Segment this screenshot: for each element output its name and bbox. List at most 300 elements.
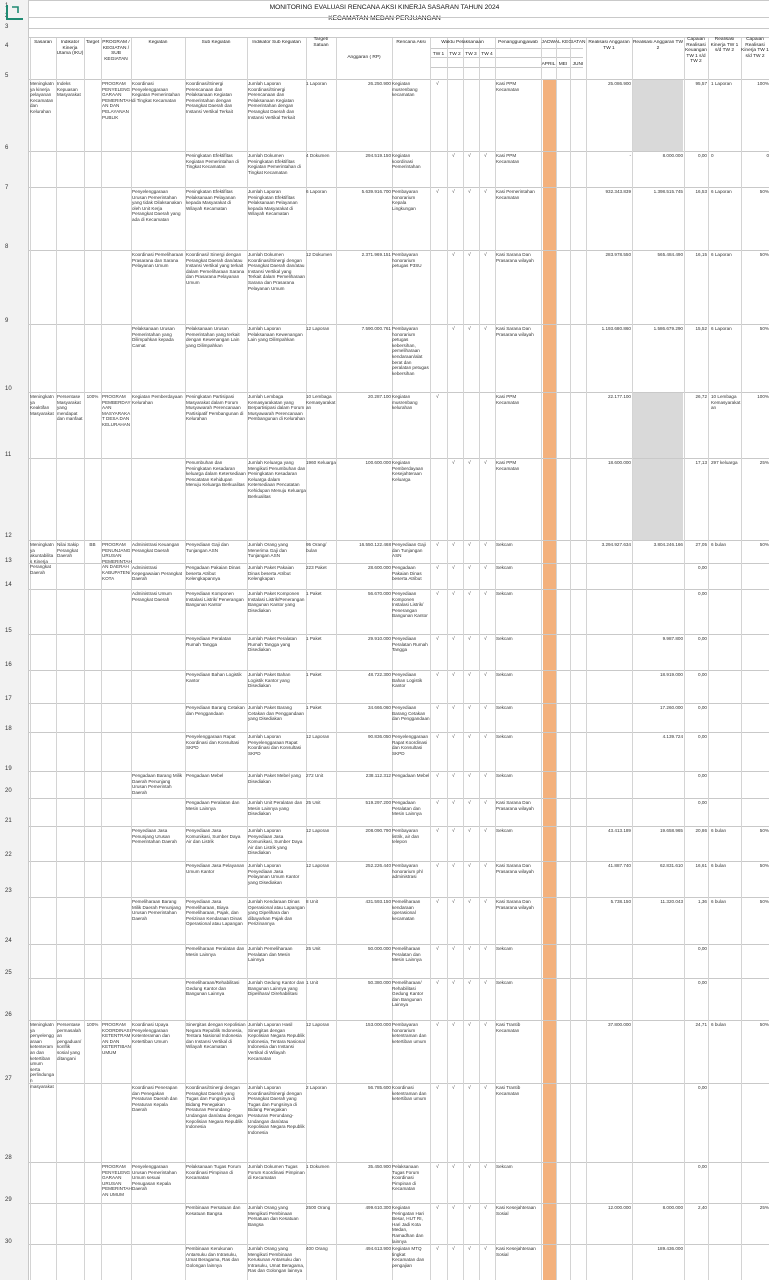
cell-ind: Jumlah Unit Peralatan dan Mesin Lainnya yang Disediakan <box>248 800 303 817</box>
cell-ck: 0 <box>766 153 769 158</box>
check-mark-icon: √ <box>484 773 487 779</box>
check-mark-icon: √ <box>452 734 455 740</box>
cell-kegiatan: Pemeliharaan Barang Milik Daerah Penunjang Urusan Pemerintahan Daerah <box>132 899 181 921</box>
check-mark-icon: √ <box>484 636 487 642</box>
cell-tsat: 12 Laporan <box>306 863 330 868</box>
check-mark-icon: √ <box>468 946 471 952</box>
header-kegiatan: Kegiatan <box>148 40 168 45</box>
cell-sub: Penyediaan Jasa Komunikasi, Sumber Daya Air dan Listrik <box>186 828 241 845</box>
cell-rk: 6 Laporan <box>711 326 732 331</box>
cell-rt2: 1.398.515.745 <box>653 189 683 194</box>
check-mark-icon: √ <box>436 542 439 548</box>
cell-ind: Jumlah Orang yang Mengikuti Pembinaan Persatuan dan Kesatuan Bangsa <box>248 1205 299 1227</box>
row-gridline <box>28 634 769 635</box>
cell-angg: 35.450.900 <box>368 1164 391 1169</box>
cell-sub: Penyediaan Komponen Instalasi Listrik/ Penerangan Bangunan Kantor <box>186 591 244 608</box>
header-sasaran: Sasaran <box>34 40 52 45</box>
check-mark-icon: √ <box>468 542 471 548</box>
check-mark-icon: √ <box>484 705 487 711</box>
row-number[interactable]: 5 <box>5 73 9 79</box>
cell-program: PROGRAM PENUNJANG URUSAN PEMERINTAHAN DAERAH KABUPATEN/KOTA <box>102 542 132 581</box>
cell-tsat: 1 Paket <box>306 672 322 677</box>
check-mark-icon: √ <box>452 980 455 986</box>
cell-pj: Sekcam <box>496 773 513 778</box>
cell-angg: 26.250.900 <box>368 81 391 86</box>
row-number[interactable]: 11 <box>5 452 12 458</box>
cell-angg: 90.836.050 <box>368 734 391 739</box>
cell-tsat: 1 Dokumen <box>306 1164 330 1169</box>
cell-rk: 6 bulan <box>711 828 727 833</box>
header-target: Target <box>85 40 100 45</box>
check-mark-icon: √ <box>452 672 455 678</box>
cell-ind: Jumlah Dokumen Koordinasi/Sinergi dengan Perangkat Daerah dan/atau Instansi Vertikal yang Terkait dalam Pemeliharaan Sarana dan Prasarana Pelayanan Umum <box>248 252 305 291</box>
row-gridline <box>28 151 769 152</box>
row-number[interactable]: 10 <box>5 386 12 392</box>
cell-ind: Jumlah Laporan Penyediaan Jasa Komunikasi, Sumber Daya Air dan Listrik yang Disediakan <box>248 828 303 856</box>
check-mark-icon: √ <box>468 1164 471 1170</box>
row-number[interactable]: 16 <box>5 662 12 668</box>
header-tw2: TW 2 <box>449 52 461 57</box>
check-mark-icon: √ <box>452 591 455 597</box>
cell-rk: 10 Lembaga Kemasyarakatan <box>711 394 741 411</box>
cell-tsat: 223 Paket <box>306 565 327 570</box>
row-number[interactable]: 7 <box>5 185 9 191</box>
cell-kegiatan: Administrasi Kepegawaian Perangkat Daerah <box>132 565 183 582</box>
cell-sub: Penyediaan Peralatan Rumah Tangga <box>186 636 232 647</box>
cell-ind: Jumlah Laporan Koordinasi/Sinergi Perencanaan dan Pelaksanaan Kegiatan Pemerintahan dengan Perangkat Daerah dan Instansi Vertikal Terkait <box>248 81 295 120</box>
cell-iku: Persentase permasalahan pengaduan/konflik sosial yang ditangani <box>57 1022 82 1061</box>
cell-rk: 297 keluarga <box>711 460 738 465</box>
check-mark-icon: √ <box>436 672 439 678</box>
header-mei: MEI <box>558 62 568 67</box>
check-mark-icon: √ <box>436 591 439 597</box>
row-gridline <box>28 978 769 979</box>
cell-sub: Penyelenggaraan Rapat Koordinasi dan Konsultasi SKPD <box>186 734 240 751</box>
check-mark-icon: √ <box>468 460 471 466</box>
cell-ind: Jumlah Paket Bahan Logistik Kantor yang Disediakan <box>248 672 291 689</box>
cell-cap: 16,53 <box>695 189 707 194</box>
check-mark-icon: √ <box>452 800 455 806</box>
cell-rk: 6 bulan <box>711 542 727 547</box>
cell-rk: 1 Laporan <box>711 81 732 86</box>
cell-angg: 34.666.060 <box>368 705 391 710</box>
cell-tsat: 400 Orang <box>306 1246 328 1251</box>
cell-pj: Kasi Sarana Dan Prasarana wilayah <box>496 863 534 874</box>
check-mark-icon: √ <box>436 81 439 87</box>
check-mark-icon: √ <box>484 252 487 258</box>
cell-ck: 50% <box>759 252 769 257</box>
cell-angg: 28.600.000 <box>368 565 391 570</box>
check-mark-icon: √ <box>452 326 455 332</box>
column-gridline <box>708 38 709 1280</box>
cell-aksi: Kegiatan koordinasi Pemerintahan <box>392 153 421 170</box>
row-number[interactable]: 21 <box>5 818 12 824</box>
cell-ind: Jumlah Paket Mebel yang Disediakan <box>248 773 301 784</box>
cell-aksi: Pembayaran honorarium ketentraman dan ketertiban umum <box>392 1022 427 1044</box>
check-mark-icon: √ <box>484 734 487 740</box>
cell-ind: Jumlah Laporan Pelaksanaan Kewenangan Lain yang Dilimpahkan <box>248 326 303 343</box>
cell-ck: 100% <box>757 81 769 86</box>
row-number[interactable]: 4 <box>5 43 9 49</box>
row-number[interactable]: 8 <box>5 244 9 250</box>
header-indikator-sub: Indikator Sub Kegiatan <box>252 40 301 45</box>
cell-cap: 0,00 <box>698 591 707 596</box>
cell-aksi: Pembayaran honorarium Kepala Lingkungan <box>392 189 419 211</box>
cell-rt1: 5.738.150 <box>610 899 631 904</box>
cell-cap: 15,52 <box>695 326 707 331</box>
cell-angg: 208.090.790 <box>365 828 391 833</box>
cell-angg: 2.371.969.151 <box>361 252 391 257</box>
row-number[interactable]: 30 <box>5 1239 12 1245</box>
row-number[interactable]: 1 <box>5 3 9 9</box>
row-number[interactable]: 14 <box>5 582 12 588</box>
check-mark-icon: √ <box>484 326 487 332</box>
check-mark-icon: √ <box>484 565 487 571</box>
cell-ind: Jumlah Laporan Koordinasi/Sinergi dengan Perangkat Daerah yang Tugas dan Fungsinya di Bidang Penegakan Peraturan Perundang-Undangan dan/atau Kepolisian Negara Republik Indonesia <box>248 1085 305 1135</box>
cell-angg: 100.600.000 <box>365 460 391 465</box>
check-mark-icon: √ <box>436 946 439 952</box>
header-gridline <box>430 48 583 49</box>
cell-tsat: 12 Laporan <box>306 828 330 833</box>
cell-sub: Pemeliharaan/Rehabilitasi Gedung Kantor dan Bangunan Lainnya <box>186 980 240 997</box>
row-number[interactable]: 15 <box>5 628 12 634</box>
check-mark-icon: √ <box>452 153 455 159</box>
cell-aksi: Pengadaan Mebel <box>392 773 430 778</box>
column-gridline <box>479 38 480 1280</box>
check-mark-icon: √ <box>452 1246 455 1252</box>
header-capaian-keu: Capaian Realisasi Keuangan TW 1 s/d TW 2 <box>685 37 707 65</box>
cell-angg: 50.380.000 <box>368 980 391 985</box>
cell-sub: Penyediaan Jasa Pelayanan Umum Kantor <box>186 863 245 874</box>
row-number[interactable]: 3 <box>5 24 9 30</box>
check-mark-icon: √ <box>452 460 455 466</box>
check-mark-icon: √ <box>452 189 455 195</box>
row-gridline <box>28 589 769 590</box>
cell-pj: Kasi Sarana Dan Prasarana wilayah <box>496 326 534 337</box>
cell-angg: 56.785.600 <box>368 1085 391 1090</box>
cell-pj: Sekcam <box>496 591 513 596</box>
check-mark-icon: √ <box>484 1246 487 1252</box>
cell-cap: 24,71 <box>695 1022 707 1027</box>
cell-tsat: 272 Unit <box>306 773 324 778</box>
check-mark-icon: √ <box>436 1246 439 1252</box>
cell-aksi: Penyediaan Barang Cetakan dan Penggandaan <box>392 705 430 722</box>
cell-aksi: Pembayaran listrik, air dan telepon <box>392 828 420 845</box>
check-mark-icon: √ <box>468 1085 471 1091</box>
check-mark-icon: √ <box>468 252 471 258</box>
cell-sasaran: Meningkatnya Keaktifan Masyarakat <box>30 394 54 416</box>
cell-rk: 6 bulan <box>711 863 727 868</box>
cell-rt1: 12.000.000 <box>608 1205 631 1210</box>
cell-sub: Penyediaan Bahan Logistik Kantor <box>186 672 242 683</box>
cell-angg: 252.226.440 <box>365 863 391 868</box>
row-gridline <box>28 17 769 18</box>
row-number[interactable]: 17 <box>5 696 12 702</box>
cell-sasaran: Meningkatnya kinerja pelayanan Kecamatan dan Kelurahan <box>30 81 54 114</box>
header-indikator: Indikator Kinerja Utama (IKU) <box>56 40 84 57</box>
row-gridline <box>28 250 769 251</box>
cell-rt1: 283.978.550 <box>605 252 631 257</box>
cell-pj: Kasi Sarana Dan Prasarana wilayah <box>496 800 534 811</box>
cell-program: PROGRAM PEMBERDAYAAN MASYARAKAT DESA DAN KELURAHAN <box>102 394 131 427</box>
cell-ck: 50% <box>759 863 769 868</box>
check-mark-icon: √ <box>468 636 471 642</box>
cell-ind: Jumlah Gedung Kantor dan Bangunan Lainnya yang Dipelihara/ Direhabilitasi <box>248 980 305 997</box>
cell-sub: Pembinaan Kerukunan Antarsuku dan Intrasuku, Umat Beragama, Ras dan Golongan lainnya <box>186 1246 240 1268</box>
cell-aksi: Penyediaan Komponen Instalasi Listrik/ Penerangan Bangunan Kantor <box>392 591 428 619</box>
cell-aksi: Kegiatan Peringatan Hari Besar, HUT RI, Hari Jadi Kota Medan, Ramadhan dan lainnya <box>392 1205 424 1244</box>
cell-angg: 294.519.150 <box>365 153 391 158</box>
cell-pj: Sekcam <box>496 542 513 547</box>
check-mark-icon: √ <box>436 394 439 400</box>
row-number[interactable]: 23 <box>5 888 12 894</box>
cell-angg: 7.590.000.761 <box>361 326 391 331</box>
cell-program: PROGRAM KOORDINASI KETENTRAMAN DAN KETERTIBAN UMUM <box>102 1022 131 1055</box>
cell-cap: 0,00 <box>698 980 707 985</box>
cell-pj: Kasi Pemerintahan Kecamatan <box>496 189 535 200</box>
cell-pj: Kasi PPM Kecamatan <box>496 153 520 164</box>
cell-ind: Jumlah Laporan Hasil Sinergitas dengan Kepolisian Negara Republik Indonesia, Tentara Nasional Indonesia dan Instansi Vertikal di Wilayah Kecamatan <box>248 1022 305 1061</box>
check-mark-icon: √ <box>468 980 471 986</box>
row-number[interactable]: 18 <box>5 726 12 732</box>
cell-aksi: Penyediaan Peralatan Rumah Tangga <box>392 636 428 653</box>
cell-tsat: 4 Dokumen <box>306 153 330 158</box>
row-gridline <box>28 540 769 541</box>
cell-angg: 50.000.000 <box>368 946 391 951</box>
cell-angg: 494.613.900 <box>365 1246 391 1251</box>
check-mark-icon: √ <box>468 863 471 869</box>
column-gridline <box>56 38 57 1280</box>
row-gridline <box>28 187 769 188</box>
row-number[interactable]: 2 <box>5 13 9 19</box>
cell-pj: Sekcam <box>496 565 513 570</box>
cell-rt2: 19.658.965 <box>660 828 683 833</box>
cell-rt2: 3.804.246.166 <box>653 542 683 547</box>
cell-pj: Kasi Kesejahteraan Sosial <box>496 1205 536 1216</box>
cell-ind: Jumlah Laporan Penyelenggaraan Rapat Koordinasi dan Konsultasi SKPD <box>248 734 302 756</box>
cell-program: PROGRAM PENYELENGGARAAN URUSAN PEMERINTAHAN UMUM <box>102 1164 132 1197</box>
row-number[interactable]: 29 <box>5 1197 12 1203</box>
check-mark-icon: √ <box>452 565 455 571</box>
cell-ck: 50% <box>759 542 769 547</box>
cell-ind: Jumlah Lembaga Kemasyarakatan yang Berpartisipasi dalam Forum Musyawarah Perencanaan Pembangunan di Kelurahan <box>248 394 305 422</box>
cell-ind: Jumlah Orang yang Menerima Gaji dan Tunjangan ASN <box>248 542 289 559</box>
row-number[interactable]: 9 <box>5 318 9 324</box>
cell-kegiatan: Koordinasi Penerapan dan Penegakan Peraturan Daerah dan Peraturan Kepala Daerah <box>132 1085 178 1113</box>
cell-pj: Sekcam <box>496 946 513 951</box>
row-number[interactable]: 13 <box>5 558 12 564</box>
cell-ind: Jumlah Paket Komponen Instalasi Listrik/Penerangan Bangunan Kantor yang Disediakan <box>248 591 305 613</box>
cell-cap: 0,00 <box>698 773 707 778</box>
cell-iku: Nilai Sakip Perangkat Daerah <box>57 542 79 559</box>
cell-ck: 100% <box>757 394 769 399</box>
cell-ck: 50% <box>759 899 769 904</box>
header-real-tw1: Realisasi Anggaran TW 1 <box>588 40 630 51</box>
cell-rk: 6 bulan <box>711 899 727 904</box>
report-title: MONITORING EVALUASI RENCANA AKSI KINERJA SASARAN TAHUN 2024 <box>269 4 500 11</box>
cell-angg: 48.722.300 <box>368 672 391 677</box>
cell-aksi: Pembayaran honorarium petugas kebersihan, pemeliharaan kendaraan/alat berat dan peralatan petugas kebersihan <box>392 326 429 376</box>
check-mark-icon: √ <box>484 189 487 195</box>
header-real-kinerja: Realisasi Kinerja TW 1 s/d TW 2 <box>710 37 739 54</box>
check-mark-icon: √ <box>484 153 487 159</box>
cell-kegiatan: Pengadaan Barang Milik Daerah Penunjang Urusan Pemerintah Daerah <box>132 773 183 795</box>
cell-pj: Sekcam <box>496 980 513 985</box>
check-mark-icon: √ <box>436 1085 439 1091</box>
cell-cap: 0,00 <box>698 734 707 739</box>
cell-tsat: 12 Laporan <box>306 1022 330 1027</box>
check-mark-icon: √ <box>452 863 455 869</box>
cell-aksi: Pengadaan Peralatan dan Mesin Lainnya <box>392 800 422 817</box>
cell-sub: Peningkatan Efektifitas Pelaksanaan Pelayanan kepada Masyarakat di Wilayah Kecamatan <box>186 189 236 211</box>
cell-cap: 16,61 <box>695 863 707 868</box>
row-number[interactable]: 24 <box>5 938 12 944</box>
row-number[interactable]: 28 <box>5 1155 12 1161</box>
cell-ck: 50% <box>759 1022 769 1027</box>
cell-tsat: 8 Unit <box>306 899 319 904</box>
cell-sub: Peningkatan Efektifitas Kegiatan Pemerintahan di Tingkat Kecamatan <box>186 153 239 170</box>
row-number[interactable]: 20 <box>5 788 12 794</box>
check-mark-icon: √ <box>468 189 471 195</box>
cell-ind: Jumlah Paket Pakaian Dinas beserta Atribut Kelengkapan <box>248 565 294 582</box>
check-mark-icon: √ <box>484 542 487 548</box>
cell-cap: 0,00 <box>698 1085 707 1090</box>
row-number[interactable]: 25 <box>5 970 12 976</box>
check-mark-icon: √ <box>468 773 471 779</box>
row-number[interactable]: 19 <box>5 766 12 772</box>
cell-aksi: Penyelenggaraan Rapat Koordinasi dan Konsultasi SKPD <box>392 734 429 756</box>
cell-cap: 0,00 <box>698 565 707 570</box>
cell-kegiatan: Kegiatan Pemberdayaan Kelurahan <box>132 394 183 405</box>
cell-sub: Pelaksanaan Tugas Forum Koordinasi Pimpinan di Kecamatan <box>186 1164 241 1181</box>
row-number[interactable]: 6 <box>5 145 9 151</box>
row-gridline <box>28 1203 769 1204</box>
cell-pj: Kasi Sarana Dan Prasarana wilayah <box>496 899 534 910</box>
cell-aksi: Kegiatan MTQ tingkat Kecamatan dan pengajian <box>392 1246 425 1268</box>
cell-angg: 56.670.000 <box>368 591 391 596</box>
header-capaian-kinerja: Capaian Realisasi Kinerja TW 1 s/d TW 2 <box>741 37 769 59</box>
cell-ck: 50% <box>759 189 769 194</box>
column-gridline <box>632 38 633 1280</box>
check-mark-icon: √ <box>452 773 455 779</box>
row-gridline <box>28 1162 769 1163</box>
row-gridline <box>28 79 769 80</box>
cell-pj: Sekcam <box>496 734 513 739</box>
cell-angg: 238.112.312 <box>365 773 391 778</box>
cell-angg: 16.550.122.468 <box>359 542 391 547</box>
check-mark-icon: √ <box>468 705 471 711</box>
cell-pj: Kasi PPM Kecamatan <box>496 394 520 405</box>
check-mark-icon: √ <box>436 800 439 806</box>
row-number[interactable]: 12 <box>5 533 12 539</box>
cell-aksi: Pemeliharaan Peralatan dan Mesin Lainnya <box>392 946 422 963</box>
cell-sub: Koordinasi/Sinergi dengan Perangkat Daerah yang Tugas dan Fungsinya di Bidang Penegakan Peraturan Perundang-Undangan dan/atau dengan Kepolisian Negara Republik Indonesia <box>186 1085 243 1130</box>
cell-rt1: 43.413.189 <box>608 828 631 833</box>
blank-cell <box>633 79 683 151</box>
cell-target: 100% <box>86 1022 99 1027</box>
row-number[interactable]: 22 <box>5 852 12 858</box>
cell-rt1: 22.177.100 <box>608 394 631 399</box>
cell-ck: 25% <box>759 1205 769 1210</box>
cell-sub: Pengadaan Mebel <box>186 773 224 778</box>
cell-pj: Sekcam <box>496 1164 513 1169</box>
cell-angg: 431.593.150 <box>365 899 391 904</box>
column-gridline <box>84 38 85 1280</box>
cell-sub: Koordinasi/ Sinergi dengan Perangkat Daerah dan/atau Instansi Vertikal yang terkait dalam Pemeliharaan Sarana dan Prasarana Pelayanan Umum <box>186 252 245 285</box>
cell-ind: Jumlah Laporan Penyediaan Jasa Pelayanan Umum Kantor yang Disediakan <box>248 863 300 885</box>
check-mark-icon: √ <box>468 326 471 332</box>
row-gridline <box>28 28 769 29</box>
cell-rt2: 8.000.000 <box>662 1205 683 1210</box>
report-subtitle: KECAMATAN MEDAN PERJUANGAN <box>328 15 441 22</box>
cell-angg: 153.000.000 <box>365 1022 391 1027</box>
check-mark-icon: √ <box>436 980 439 986</box>
row-gridline <box>28 798 769 799</box>
cell-tsat: 1 Paket <box>306 591 322 596</box>
check-mark-icon: √ <box>452 636 455 642</box>
cell-sub: Koordinasi/Sinergi Perencanaan dan Pelaksanaan Kegiatan Pemerintahan dengan Perangkat Daerah dan Instansi Vertikal Terkait <box>186 81 233 114</box>
header-tw4: TW 4 <box>481 52 493 57</box>
header-real-tw2: Realisasi Anggaran TW 2 <box>632 40 684 51</box>
header-sub-kegiatan: Sub Kegiatan <box>201 40 231 45</box>
row-gridline <box>28 458 769 459</box>
check-mark-icon: √ <box>436 565 439 571</box>
check-mark-icon: √ <box>484 1205 487 1211</box>
row-number[interactable]: 26 <box>5 1012 12 1018</box>
cell-rt1: - <box>629 153 631 158</box>
check-mark-icon: √ <box>484 1022 487 1028</box>
check-mark-icon: √ <box>468 800 471 806</box>
check-mark-icon: √ <box>452 899 455 905</box>
row-gridline <box>28 670 769 671</box>
check-mark-icon: √ <box>468 1246 471 1252</box>
header-rencana-aksi: Rencana Aksi <box>396 40 426 45</box>
cell-sub: Pelaksanaan Urusan Pemerintahan yang terkait dengan Kewenangan Lain yang Dilimpahkan <box>186 326 240 348</box>
cell-ind: Jumlah Orang yang Mengikuti Pembinaan Kerukunan Antarsuku dan Intrasuku, Umat Beragama, Ras dan Golongan lainnya <box>248 1246 305 1274</box>
cell-ind: Jumlah Pemeliharaan Peralatan dan Mesin Lainnya <box>248 946 293 963</box>
check-mark-icon: √ <box>484 899 487 905</box>
check-mark-icon: √ <box>452 705 455 711</box>
check-mark-icon: √ <box>452 1085 455 1091</box>
check-mark-icon: √ <box>436 189 439 195</box>
row-number[interactable]: 27 <box>5 1076 12 1082</box>
header-jadwal: JADWAL KEGIATAN <box>541 40 586 45</box>
cell-cap: 27,05 <box>695 542 707 547</box>
cell-aksi: Kegiatan musrenbang kelurahan <box>392 394 418 411</box>
cell-kegiatan: Koordinasi Penyelenggaraan Kegiatan Pemerintahan di Tingkat Kecamatan <box>132 81 181 103</box>
check-mark-icon: √ <box>468 899 471 905</box>
cell-angg: 20.287.100 <box>368 394 391 399</box>
check-mark-icon: √ <box>484 946 487 952</box>
cell-sub: Penyediaan Barang Cetakan dan Penggandaan <box>186 705 245 716</box>
cell-kegiatan: Penyediaan Jasa Penunjang Urusan Pemerintahan Daerah <box>132 828 177 845</box>
cell-cap: 0,00 <box>698 705 707 710</box>
header-april: APRIL <box>541 62 556 67</box>
cell-tsat: 25 Unit <box>306 946 321 951</box>
cell-rk: 6 Laporan <box>711 189 732 194</box>
cell-rt1: 37.800.000 <box>608 1022 631 1027</box>
cell-cap: 16,15 <box>695 252 707 257</box>
cell-rt2: 565.484.490 <box>657 252 683 257</box>
check-mark-icon: √ <box>468 591 471 597</box>
cell-tsat: 1 Unit <box>306 980 319 985</box>
cell-rt2: 189.436.000 <box>657 1246 683 1251</box>
cell-pj: Sekcam <box>496 828 513 833</box>
check-mark-icon: √ <box>468 1205 471 1211</box>
check-mark-icon: √ <box>468 153 471 159</box>
cell-angg: 519.297.200 <box>365 800 391 805</box>
cell-pj: Kasi PPM Kecamatan <box>496 81 520 92</box>
